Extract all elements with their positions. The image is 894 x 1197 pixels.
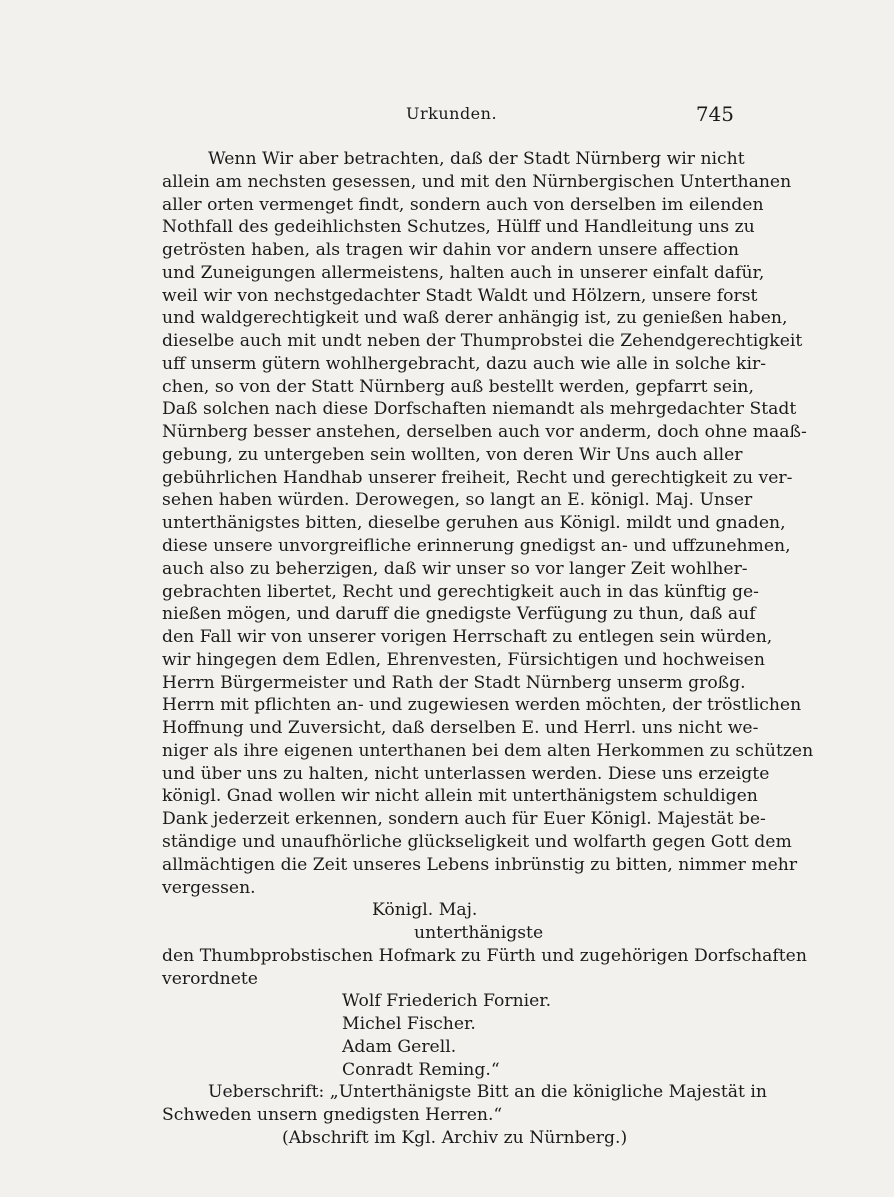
text-line: Nürnberg besser anstehen, derselben auch vor anderm, doch ohne maaß- — [162, 422, 807, 443]
closing-line-a: den Thumbprobstischen Hofmark zu Fürth und zugehörigen Dorfschaften — [162, 945, 807, 966]
text-line: und waldgerechtigkeit und waß derer anhängig ist, zu genießen haben, — [162, 308, 788, 329]
document-body — [162, 148, 814, 1150]
text-line: Daß solchen nach diese Dorfschaften niemandt als mehrgedachter Stadt — [162, 399, 797, 420]
text-line: nießen mögen, und daruff die gnedigste Verfügung zu thun, daß auf — [162, 604, 756, 625]
text-line: niger als ihre eigenen unterthanen bei dem alten Herkommen zu schützen — [162, 740, 814, 761]
text-line: allmächtigen die Zeit unseres Lebens inbrünstig zu bitten, nimmer mehr — [162, 854, 798, 875]
closing-majesty: Königl. Maj. — [372, 900, 478, 921]
text-line: sehen haben würden. Derowegen, so langt an E. königl. Maj. Unser — [162, 490, 753, 511]
source-note: (Abschrift im Kgl. Archiv zu Nürnberg.) — [282, 1127, 628, 1148]
text-line: gebung, zu untergeben sein wollten, von deren Wir Uns auch aller — [162, 444, 743, 465]
signatory: Conradt Reming.“ — [342, 1059, 500, 1080]
text-line: Nothfall des gedeihlichsten Schutzes, Hülff und Handleitung uns zu — [162, 217, 755, 238]
text-line: Herrn Bürgermeister und Rath der Stadt Nürnberg unserm großg. — [162, 672, 746, 693]
text-line: königl. Gnad wollen wir nicht allein mit unterthänigstem schuldigen — [162, 786, 758, 807]
text-line: Herrn mit pflichten an- und zugewiesen werden möchten, der tröstlichen — [162, 695, 802, 716]
text-line: Dank jederzeit erkennen, sondern auch für Euer Königl. Majestät be- — [162, 809, 766, 830]
text-line: Hoffnung und Zuversicht, daß derselben E. und Herrl. uns nicht we- — [162, 718, 759, 739]
text-line: diese unsere unvorgreifliche erinnerung gnedigst an- und uffzunehmen, — [162, 536, 791, 557]
closing-humble: unterthänigste — [414, 923, 544, 944]
text-line: vergessen. — [162, 877, 256, 898]
text-line: getrösten haben, als tragen wir dahin vor andern unsere affection — [162, 240, 739, 261]
inscription-line: Ueberschrift: „Unterthänigste Bitt an die königliche Majestät in — [208, 1082, 767, 1103]
closing-line-b: verordnete — [162, 968, 258, 989]
text-line: aller orten vermenget findt, sondern auch von derselben im eilenden — [162, 194, 764, 215]
signatory: Michel Fischer. — [342, 1014, 476, 1035]
signatory: Wolf Friederich Fornier. — [342, 991, 552, 1012]
text-line: und über uns zu halten, nicht unterlassen werden. Diese uns erzeigte — [162, 763, 770, 784]
text-line: Wenn Wir aber betrachten, daß der Stadt Nürnberg wir nicht — [208, 149, 745, 169]
text-line: den Fall wir von unserer vorigen Herrschaft zu entlegen sein würden, — [162, 627, 773, 648]
inscription-line: Schweden unsern gnedigsten Herren.“ — [162, 1105, 503, 1126]
text-line: dieselbe auch mit undt neben der Thumprobstei die Zehendgerechtigkeit — [162, 331, 803, 352]
text-line: weil wir von nechstgedachter Stadt Waldt und Hölzern, unsere forst — [162, 285, 758, 306]
text-line: ständige und unaufhörliche glückseligkeit und wolfarth gegen Gott dem — [162, 831, 792, 852]
page-header — [162, 102, 734, 130]
page-number: 745 — [695, 102, 734, 126]
text-line: wir hingegen dem Edlen, Ehrenvesten, Fürsichtigen und hochweisen — [162, 649, 765, 670]
signatory: Adam Gerell. — [342, 1036, 457, 1057]
text-line: auch also zu beherzigen, daß wir unser so vor langer Zeit wohlher- — [162, 558, 748, 579]
text-line: chen, so von der Statt Nürnberg auß bestellt werden, gepfarrt sein, — [162, 376, 754, 397]
text-line: uff unserm gütern wohlhergebracht, dazu auch wie alle in solche kir- — [162, 353, 766, 374]
running-head: Urkunden. — [406, 104, 498, 123]
text-line: und Zuneigungen allermeistens, halten auch in unserer einfalt dafür, — [162, 262, 765, 283]
text-line: unterthänigstes bitten, dieselbe geruhen aus Königl. mildt und gnaden, — [162, 513, 786, 534]
text-line: gebührlichen Handhab unserer freiheit, Recht und gerechtigkeit zu ver- — [162, 467, 793, 488]
text-line: gebrachten libertet, Recht und gerechtigkeit auch in das künftig ge- — [162, 581, 759, 602]
text-line: allein am nechsten gesessen, und mit den Nürnbergischen Unterthanen — [162, 171, 792, 192]
